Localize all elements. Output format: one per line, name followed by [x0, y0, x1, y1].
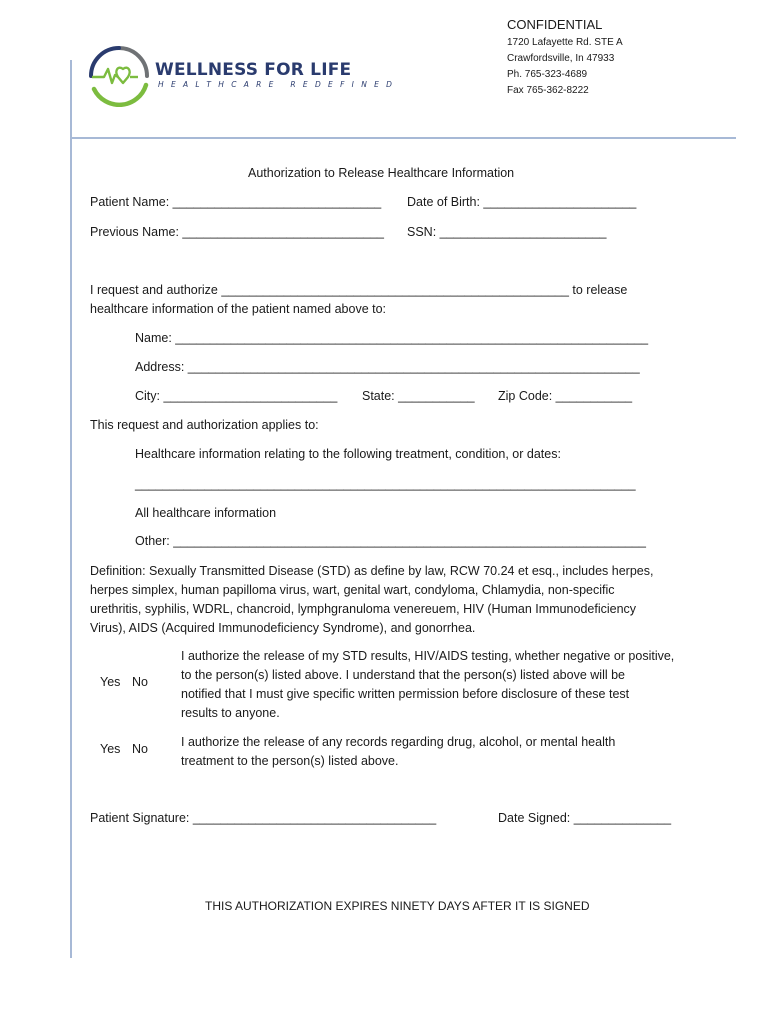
phone-number: Ph. 765-323-4689: [507, 69, 588, 80]
address-line-1: 1720 Lafayette Rd. STE A: [507, 37, 623, 48]
address-line-2: Crawfordsville, In 47933: [507, 53, 615, 64]
applies-to-label: This request and authorization applies to:: [90, 418, 319, 432]
logo-tagline: HEALTHCARE REDEFINED: [158, 80, 400, 89]
recipient-zip-field[interactable]: Zip Code: ___________: [498, 389, 633, 403]
patient-name-field[interactable]: Patient Name: ______________________________: [90, 195, 382, 209]
consent-line: to the person(s) listed above. I understand that the person(s) listed above will be: [181, 668, 626, 682]
definition-line: herpes simplex, human papilloma virus, wart, genital wart, condyloma, Chlamydia, non-specific: [90, 583, 615, 597]
date-signed-field[interactable]: Date Signed: ______________: [498, 811, 672, 825]
form-title: Authorization to Release Healthcare Information: [248, 166, 515, 180]
consent-line: I authorize the release of my STD results, HIV/AIDS testing, whether negative or positive,: [181, 649, 675, 663]
logo-company-name: WELLNESS FOR LIFE: [155, 60, 352, 80]
authorize-provider-field[interactable]: I request and authorize __________________________________________________ to release: [90, 283, 628, 297]
std-consent-no[interactable]: No: [132, 675, 148, 689]
records-consent-text: [181, 733, 615, 771]
fax-number: Fax 765-362-8222: [507, 85, 589, 96]
consent-line: treatment to the person(s) listed above.: [181, 754, 399, 768]
records-consent-yes[interactable]: Yes: [100, 742, 121, 756]
recipient-name-field[interactable]: Name: ____________________________________________________________________: [135, 331, 649, 345]
option-specific-field[interactable]: ________________________________________________________________________: [135, 477, 636, 491]
consent-line: I authorize the release of any records regarding drug, alcohol, or mental health: [181, 735, 616, 749]
recipient-address-field[interactable]: Address: _________________________________________________________________: [135, 360, 640, 374]
definition-line: Virus), AIDS (Acquired Immunodeficiency Syndrome), and gonorrhea.: [90, 621, 476, 635]
option-all-healthcare[interactable]: All healthcare information: [135, 506, 277, 520]
left-margin-rule: [70, 60, 72, 958]
option-other-field[interactable]: Other: ____________________________________________________________________: [135, 534, 646, 548]
definition-line: urethritis, syphilis, WDRL, chancroid, lymphgranuloma venereuem, HIV (Human Immunodeficiency: [90, 602, 637, 616]
header-divider: [70, 137, 736, 139]
patient-signature-field[interactable]: Patient Signature: ___________________________________: [90, 811, 437, 825]
recipient-city-field[interactable]: City: _________________________: [135, 389, 338, 403]
date-of-birth-field[interactable]: Date of Birth: ______________________: [407, 195, 637, 209]
std-consent-yes[interactable]: Yes: [100, 675, 121, 689]
consent-line: results to anyone.: [181, 706, 280, 720]
ssn-field[interactable]: SSN: ________________________: [407, 225, 607, 239]
request-line-2: healthcare information of the patient named above to:: [90, 302, 387, 316]
heart-pulse-logo-icon: [88, 45, 150, 107]
expiry-notice: THIS AUTHORIZATION EXPIRES NINETY DAYS AFTER IT IS SIGNED: [205, 899, 590, 913]
recipient-state-field[interactable]: State: ___________: [362, 389, 475, 403]
std-definition: [90, 562, 653, 638]
std-consent-text: [181, 647, 674, 723]
consent-line: notified that I must give specific written permission before disclosure of these test: [181, 687, 630, 701]
definition-line: Definition: Sexually Transmitted Disease (STD) as define by law, RCW 70.24 et esq., includes herpes,: [90, 564, 654, 578]
previous-name-field[interactable]: Previous Name: _____________________________: [90, 225, 385, 239]
confidential-label: CONFIDENTIAL: [507, 17, 603, 32]
option-specific-label: Healthcare information relating to the following treatment, condition, or dates:: [135, 447, 561, 461]
records-consent-no[interactable]: No: [132, 742, 148, 756]
